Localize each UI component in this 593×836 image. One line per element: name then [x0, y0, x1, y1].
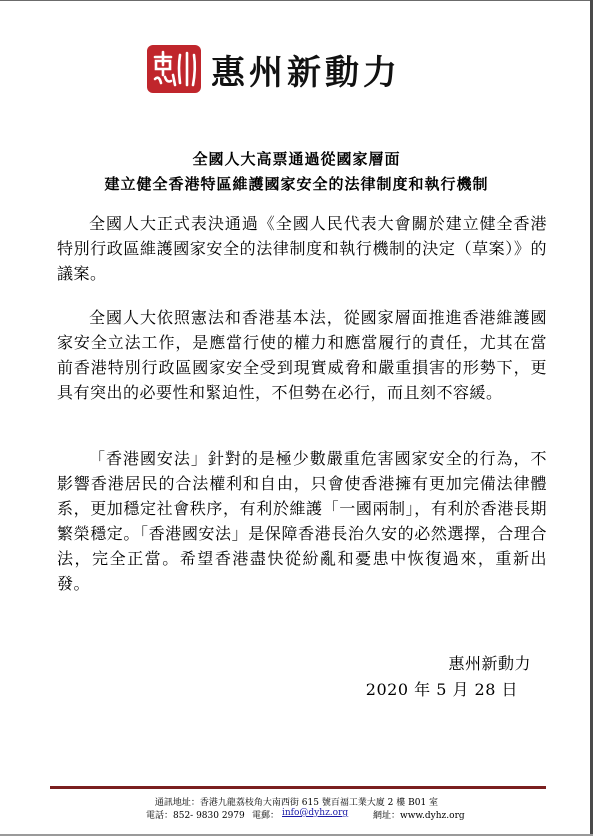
signature-date: 2020 年 5 月 28 日: [365, 680, 518, 699]
paragraph-2: 全國人大依照憲法和香港基本法，從國家層面推進香港維護國家安全立法工作，是應當行使的權力和應當履行的責任，尤其在當前香港特別行政區國家安全受到現實威脅和嚴重損害的形勢下，更具有突出的必要性和緊迫性，不但勢在必行，而且刻不容緩。: [57, 308, 547, 402]
footer-website: 網址：www.dyhz.org: [373, 811, 465, 821]
letterhead: [147, 43, 447, 95]
brand-name: 惠州新動力: [211, 53, 401, 93]
footer-divider: [50, 786, 546, 789]
frame-top-border: [0, 0, 593, 1]
paragraph-1: 全國人大正式表決通過《全國人民代表大會關於建立健全香港特別行政區維護國家安全的法律制度和執行機制的決定（草案）》的議案。: [57, 214, 547, 283]
headline-line-1: 全國人大高票通過從國家層面: [192, 150, 401, 168]
footer-address: 通訊地址：香港九龍荔枝角大南西街 615 號百福工業大廈 2 樓 B01 室: [154, 798, 439, 808]
footer-email-label: 電郵：: [252, 811, 280, 821]
logo-seal-icon: [147, 45, 201, 93]
footer-phone: 電話：852- 9830 2979: [146, 811, 245, 821]
paragraph-3: 「香港國安法」針對的是極少數嚴重危害國家安全的行為，不影響香港居民的合法權利和自由，只會使香港擁有更加完備法律體系，更加穩定社會秩序，有利於維護「一國兩制」，有利於香港長期繁榮穩定。「香港國安法」是保障香港長治久安的必然選擇，合理合法，完全正當。希望香港盡快從紛亂和憂患中恢復過來，重新出發。: [57, 449, 547, 593]
footer-email-link[interactable]: info@dyhz.org: [282, 808, 349, 818]
signature-org: 惠州新動力: [448, 654, 531, 673]
headline-line-2: 建立健全香港特區維護國家安全的法律制度和執行機制: [104, 175, 489, 193]
